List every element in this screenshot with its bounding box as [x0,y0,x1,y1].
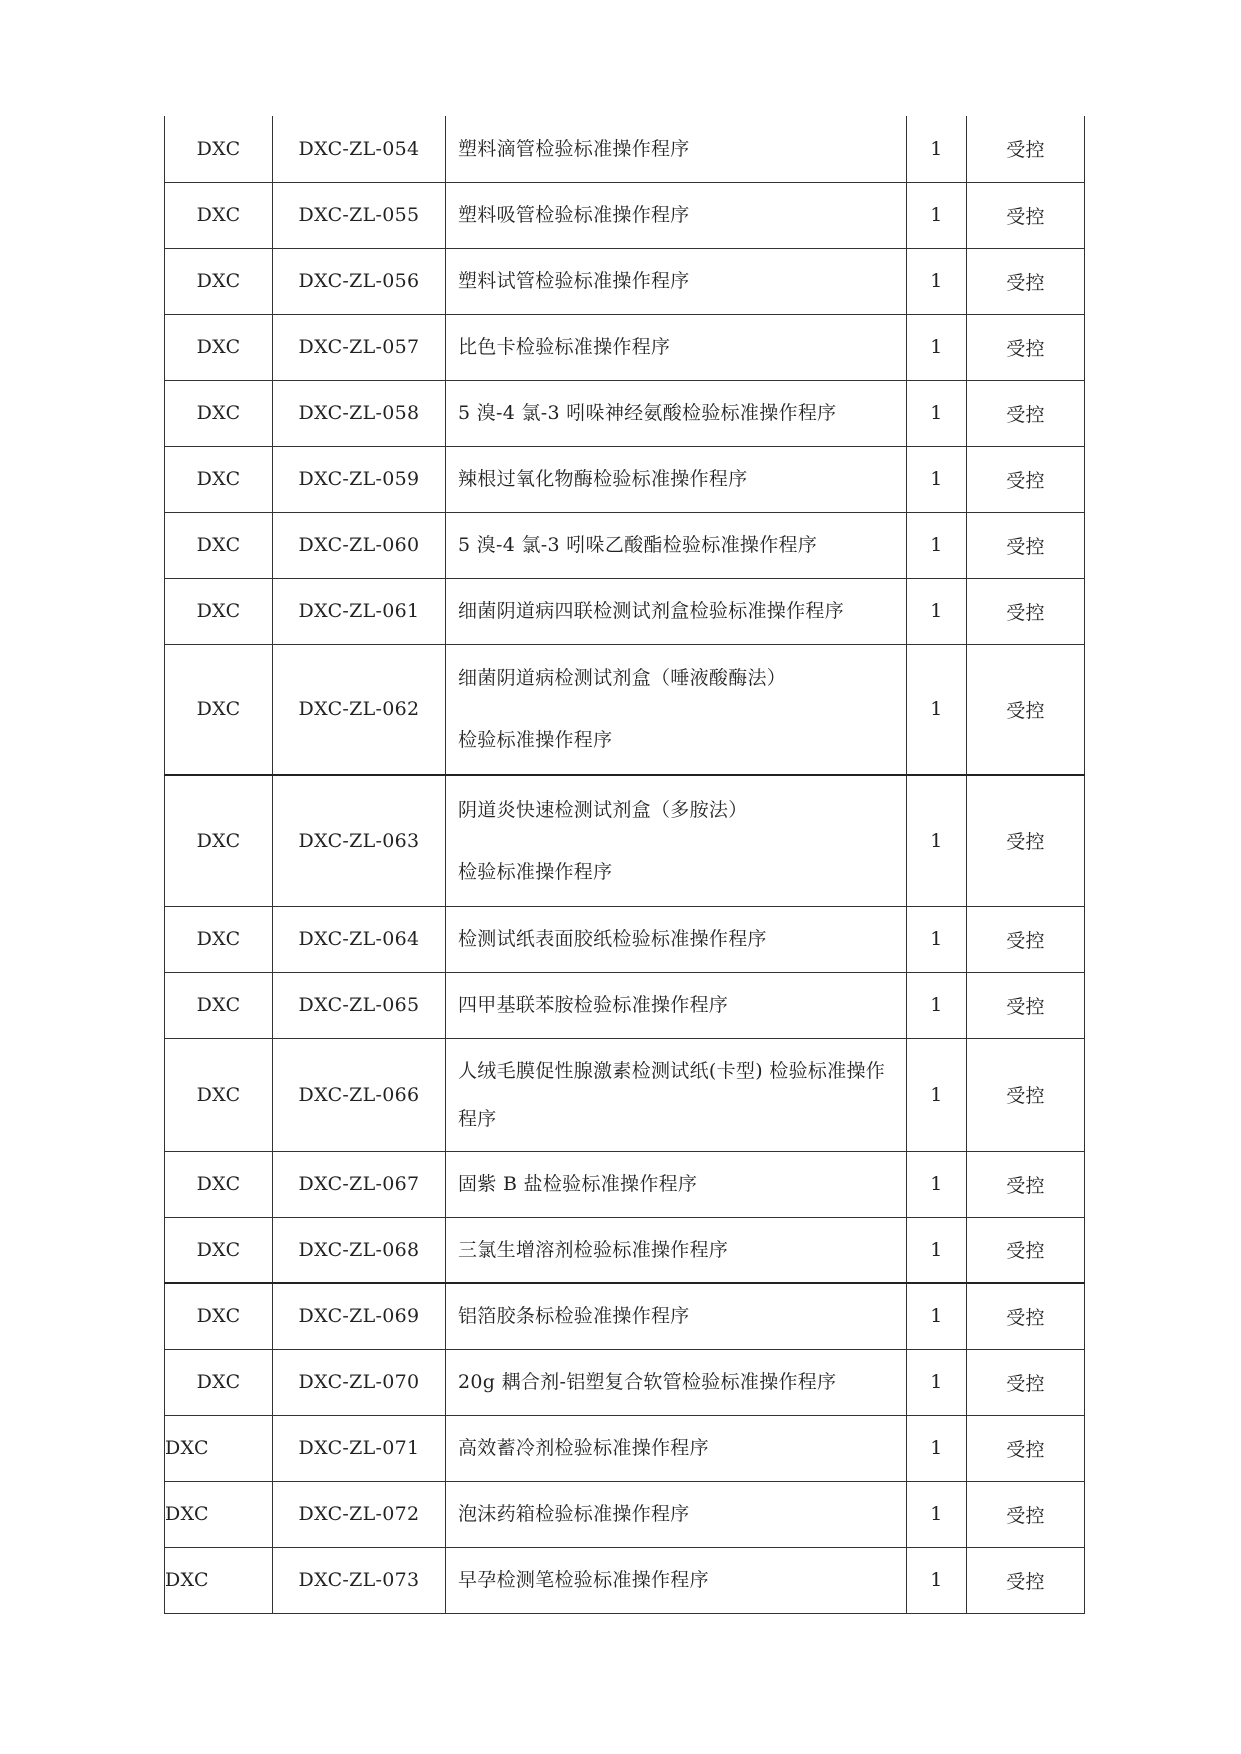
table-row [165,182,1085,248]
doc-title-cell [446,1547,907,1613]
status-cell: 受控 [967,512,1085,578]
doc-id-cell: DXC-ZL-063 [273,775,446,906]
doc-id-cell: DXC-ZL-072 [273,1481,446,1547]
doc-title-line: 阴道炎快速检测试剂盒（多胺法） [458,798,748,821]
doc-title-cell [446,1415,907,1481]
doc-id-cell: DXC-ZL-067 [273,1151,446,1217]
document-table [164,116,1085,1614]
version-cell: 1 [907,644,967,775]
doc-title-line: 5 溴-4 氯-3 吲哚乙酸酯检验标准操作程序 [458,534,818,556]
doc-title-line: 泡沫药箱检验标准操作程序 [458,1503,690,1525]
table-row [165,248,1085,314]
doc-id-cell: DXC-ZL-054 [273,116,446,182]
version-cell: 1 [907,1038,967,1151]
table-row [165,1349,1085,1415]
dept-code-cell: DXC [165,1547,273,1613]
table-row [165,116,1085,182]
document-table-body [165,116,1085,1613]
doc-title-line: 早孕检测笔检验标准操作程序 [458,1569,709,1591]
version-cell: 1 [907,314,967,380]
table-row [165,446,1085,512]
doc-title-line: 检验标准操作程序 [458,729,613,752]
version-cell: 1 [907,1481,967,1547]
version-cell: 1 [907,775,967,906]
dept-code-cell: DXC [165,1151,273,1217]
doc-title-cell [446,314,907,380]
status-cell: 受控 [967,1415,1085,1481]
table-row [165,1283,1085,1349]
doc-title-cell [446,972,907,1038]
status-cell: 受控 [967,182,1085,248]
status-cell: 受控 [967,775,1085,906]
doc-title-line: 检测试纸表面胶纸检验标准操作程序 [458,928,767,950]
doc-title-line: 检验标准操作程序 [458,860,613,883]
doc-title-cell [446,446,907,512]
table-row [165,906,1085,972]
doc-title-cell [446,182,907,248]
doc-title-cell [446,1038,907,1151]
dept-code-cell: DXC [165,314,273,380]
status-cell: 受控 [967,578,1085,644]
dept-code-cell: DXC [165,446,273,512]
doc-title-line: 人绒毛膜促性腺激素检测试纸(卡型) 检验标准操作程序 [458,1059,886,1130]
doc-id-cell: DXC-ZL-056 [273,248,446,314]
version-cell: 1 [907,1217,967,1283]
version-cell: 1 [907,380,967,446]
doc-title-line: 固紫 B 盐检验标准操作程序 [458,1173,698,1195]
doc-id-cell: DXC-ZL-062 [273,644,446,775]
doc-id-cell: DXC-ZL-070 [273,1349,446,1415]
dept-code-cell: DXC [165,1283,273,1349]
doc-id-cell: DXC-ZL-058 [273,380,446,446]
version-cell: 1 [907,512,967,578]
doc-title-cell [446,512,907,578]
doc-title-cell [446,906,907,972]
dept-code-cell: DXC [165,775,273,906]
status-cell: 受控 [967,1547,1085,1613]
dept-code-cell: DXC [165,578,273,644]
status-cell: 受控 [967,1349,1085,1415]
dept-code-cell: DXC [165,512,273,578]
status-cell: 受控 [967,1481,1085,1547]
version-cell: 1 [907,906,967,972]
version-cell: 1 [907,446,967,512]
doc-title-cell [446,578,907,644]
doc-title-line: 比色卡检验标准操作程序 [458,336,671,358]
status-cell: 受控 [967,1038,1085,1151]
doc-id-cell: DXC-ZL-055 [273,182,446,248]
doc-title-cell [446,1481,907,1547]
version-cell: 1 [907,1151,967,1217]
dept-code-cell: DXC [165,116,273,182]
status-cell: 受控 [967,248,1085,314]
dept-code-cell: DXC [165,1415,273,1481]
doc-id-cell: DXC-ZL-066 [273,1038,446,1151]
dept-code-cell: DXC [165,1481,273,1547]
dept-code-cell: DXC [165,1217,273,1283]
version-cell: 1 [907,116,967,182]
table-row [165,380,1085,446]
table-row [165,512,1085,578]
version-cell: 1 [907,1283,967,1349]
doc-title-cell [446,775,907,906]
table-row [165,578,1085,644]
table-row [165,314,1085,380]
dept-code-cell: DXC [165,182,273,248]
version-cell: 1 [907,1415,967,1481]
status-cell: 受控 [967,380,1085,446]
doc-title-line: 塑料吸管检验标准操作程序 [458,204,690,226]
doc-id-cell: DXC-ZL-061 [273,578,446,644]
status-cell: 受控 [967,116,1085,182]
status-cell: 受控 [967,972,1085,1038]
table-row [165,1151,1085,1217]
table-row [165,1217,1085,1283]
table-row [165,1547,1085,1613]
status-cell: 受控 [967,1151,1085,1217]
doc-id-cell: DXC-ZL-071 [273,1415,446,1481]
doc-id-cell: DXC-ZL-060 [273,512,446,578]
version-cell: 1 [907,1547,967,1613]
table-row [165,1481,1085,1547]
version-cell: 1 [907,182,967,248]
table-row [165,1038,1085,1151]
doc-title-cell [446,380,907,446]
version-cell: 1 [907,248,967,314]
version-cell: 1 [907,972,967,1038]
doc-title-cell [446,1151,907,1217]
doc-title-line: 细菌阴道病四联检测试剂盒检验标准操作程序 [458,600,845,622]
dept-code-cell: DXC [165,906,273,972]
doc-id-cell: DXC-ZL-068 [273,1217,446,1283]
status-cell: 受控 [967,1283,1085,1349]
status-cell: 受控 [967,906,1085,972]
doc-title-line: 铝箔胶条标检验准操作程序 [458,1305,690,1328]
doc-id-cell: DXC-ZL-065 [273,972,446,1038]
doc-title-cell [446,1349,907,1415]
status-cell: 受控 [967,446,1085,512]
doc-title-line: 三氯生增溶剂检验标准操作程序 [458,1238,729,1261]
version-cell: 1 [907,1349,967,1415]
doc-title-line: 塑料滴管检验标准操作程序 [458,137,690,160]
status-cell: 受控 [967,644,1085,775]
version-cell: 1 [907,578,967,644]
doc-title-cell [446,1283,907,1349]
doc-id-cell: DXC-ZL-059 [273,446,446,512]
doc-id-cell: DXC-ZL-064 [273,906,446,972]
dept-code-cell: DXC [165,972,273,1038]
doc-title-line: 辣根过氧化物酶检验标准操作程序 [458,468,748,490]
doc-title-cell [446,116,907,182]
doc-title-cell [446,248,907,314]
status-cell: 受控 [967,1217,1085,1283]
dept-code-cell: DXC [165,380,273,446]
table-row [165,972,1085,1038]
doc-title-line: 5 溴-4 氯-3 吲哚神经氨酸检验标准操作程序 [458,402,837,424]
doc-title-line: 细菌阴道病检测试剂盒（唾液酸酶法） [458,667,787,690]
table-row [165,775,1085,906]
dept-code-cell: DXC [165,644,273,775]
status-cell: 受控 [967,314,1085,380]
doc-id-cell: DXC-ZL-057 [273,314,446,380]
doc-title-line: 塑料试管检验标准操作程序 [458,270,690,292]
dept-code-cell: DXC [165,248,273,314]
doc-title-line: 高效蓄冷剂检验标准操作程序 [458,1437,709,1459]
doc-id-cell: DXC-ZL-069 [273,1283,446,1349]
doc-title-cell [446,1217,907,1283]
doc-title-cell [446,644,907,775]
dept-code-cell: DXC [165,1349,273,1415]
table-row [165,644,1085,775]
table-row [165,1415,1085,1481]
doc-id-cell: DXC-ZL-073 [273,1547,446,1613]
dept-code-cell: DXC [165,1038,273,1151]
doc-title-line: 20g 耦合剂-铝塑复合软管检验标准操作程序 [458,1371,837,1393]
doc-title-line: 四甲基联苯胺检验标准操作程序 [458,994,729,1016]
